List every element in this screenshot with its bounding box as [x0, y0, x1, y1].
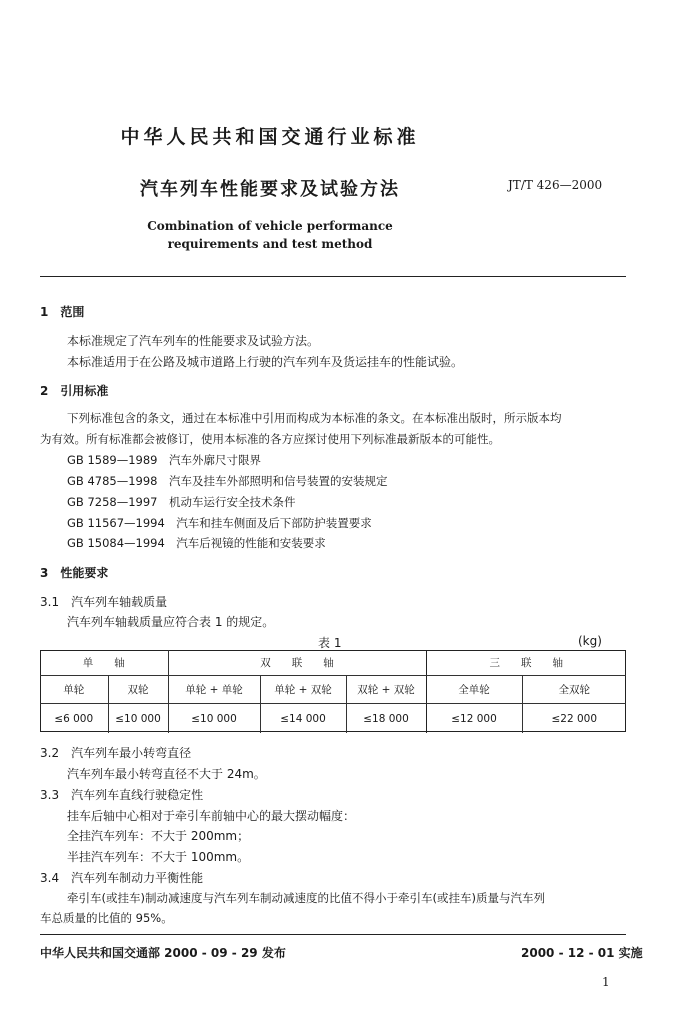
effective-date: 2000 - 12 - 01 实施: [521, 946, 643, 960]
reference-standard: GB 7258—1997 机动车运行安全技术条件: [67, 495, 296, 509]
reference-standard: GB 1589—1989 汽车外廓尺寸限界: [67, 453, 261, 467]
section-3-3-heading: 3.3 汽车列车直线行驶稳定性: [40, 788, 204, 802]
section-3-3-item: 半挂汽车列车：不大于 100mm。: [67, 850, 250, 864]
section-1-heading: 1 范围: [40, 305, 85, 319]
document-title: 汽车列车性能要求及试验方法: [140, 179, 400, 200]
table-header-cell: 双轮: [108, 676, 168, 704]
standard-code: JT/T 426—2000: [508, 178, 603, 192]
section-2-paragraph-line-1: 下列标准包含的条文，通过在本标准中引用而构成为本标准的条文。在本标准出版时，所示版本均: [67, 411, 562, 425]
section-3-3-item: 全挂汽车列车：不大于 200mm；: [67, 829, 250, 843]
group-tandem-axle: 双 联 轴: [168, 650, 426, 676]
reference-standard: GB 4785—1998 汽车及挂车外部照明和信号装置的安装规定: [67, 474, 388, 488]
section-3-2-text: 汽车列车最小转弯直径不大于 24m。: [67, 767, 266, 781]
table-header-cell: 单轮: [40, 676, 108, 704]
reference-standard: GB 15084—1994 汽车后视镜的性能和安装要求: [67, 536, 326, 550]
header-divider: [40, 276, 626, 277]
section-3-2-heading: 3.2 汽车列车最小转弯直径: [40, 746, 192, 760]
table-header-cell: 单轮 + 双轮: [260, 676, 346, 704]
section-1-paragraph-1: 本标准规定了汽车列车的性能要求及试验方法。: [67, 334, 320, 348]
issue-date: 中华人民共和国交通部 2000 - 09 - 29 发布: [40, 946, 286, 960]
section-3-1-text: 汽车列车轴载质量应符合表 1 的规定。: [67, 615, 275, 629]
table-value-cell: ≤12 000: [426, 704, 522, 734]
section-1-paragraph-2: 本标准适用于在公路及城市道路上行驶的汽车列车及货运挂车的性能试验。: [67, 355, 464, 369]
section-3-3-text: 挂车后轴中心相对于牵引车前轴中心的最大摆动幅度：: [67, 809, 356, 823]
table-unit: (kg): [578, 634, 602, 648]
section-2-heading: 2 引用标准: [40, 384, 109, 398]
reference-standard: GB 11567—1994 汽车和挂车侧面及后下部防护装置要求: [67, 516, 372, 530]
page-number: 1: [602, 975, 610, 989]
footer-divider: [40, 934, 626, 935]
table-value-row: [40, 704, 626, 734]
table-value-cell: ≤10 000: [108, 704, 168, 734]
table-value-cell: ≤6 000: [54, 712, 94, 725]
table-header-row: [40, 676, 626, 704]
english-title-line-2: requirements and test method: [167, 237, 373, 251]
table-value-cell: ≤14 000: [260, 704, 346, 734]
table-header-cell: 全双轮: [522, 676, 626, 704]
table-header-cell: 全单轮: [426, 676, 522, 704]
table-header-cell: 单轮 + 单轮: [168, 676, 260, 704]
table-value-cell: ≤18 000: [346, 704, 426, 734]
group-tridem-axle: 三 联 轴: [426, 650, 626, 676]
axle-load-table: [40, 650, 626, 733]
section-3-4-text-line-1: 牵引车(或挂车)制动减速度与汽车列车制动减速度的比值不得小于牵引车(或挂车)质量与汽车列: [67, 891, 545, 905]
english-title-line-1: Combination of vehicle performance: [147, 219, 393, 233]
table-caption: 表 1: [318, 636, 342, 650]
section-3-heading: 3 性能要求: [40, 566, 109, 580]
table-value-cell: ≤10 000: [168, 704, 260, 734]
section-2-paragraph-line-2: 为有效。所有标准都会被修订，使用本标准的各方应探讨使用下列标准最新版本的可能性。: [40, 432, 500, 446]
table-group-row: [40, 650, 626, 676]
section-3-4-text-line-2: 车总质量的比值的 95%。: [40, 911, 173, 925]
table-header-cell: 双轮 + 双轮: [346, 676, 426, 704]
section-3-1-heading: 3.1 汽车列车轴载质量: [40, 595, 168, 609]
standard-issuer-title: 中华人民共和国交通行业标准: [120, 126, 420, 148]
group-single-axle: 单 轴: [40, 650, 168, 676]
table-value-cell: ≤22 000: [522, 704, 626, 734]
section-3-4-heading: 3.4 汽车列车制动力平衡性能: [40, 871, 204, 885]
